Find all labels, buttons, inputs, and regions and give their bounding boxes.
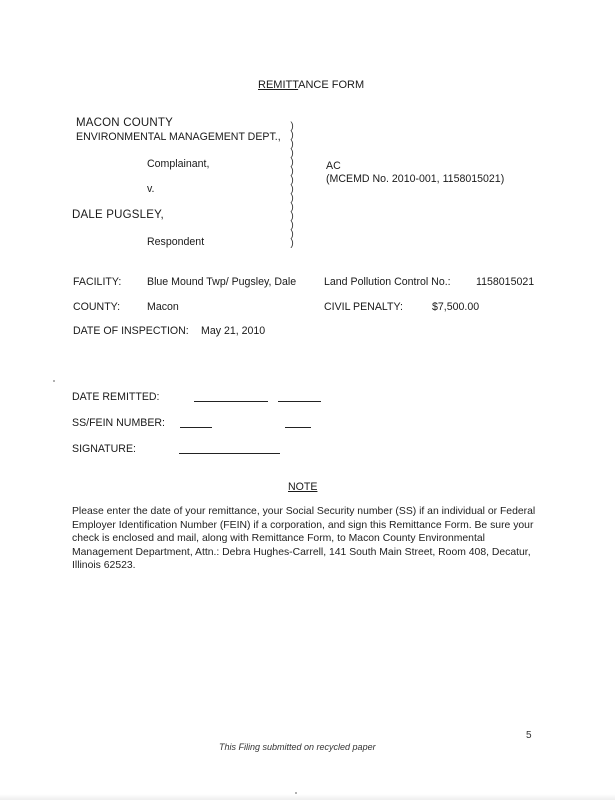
- respondent-label: Respondent: [147, 236, 205, 248]
- form-title-underlined: REMITT: [258, 79, 299, 91]
- complainant-label: Complainant,: [147, 158, 210, 170]
- county-label: COUNTY:: [73, 301, 121, 313]
- page-number: 5: [526, 730, 532, 741]
- lpc-label: Land Pollution Control No.:: [324, 276, 451, 288]
- form-title: [258, 79, 364, 91]
- inspection-value: May 21, 2010: [201, 325, 266, 337]
- note-paragraph: Please enter the date of your remittance, your Social Security number (SS) if an individual or Federal Employer Identification Number (FEIN) if a corporation, and sign this Remittance Form. Be sure your check is enclosed and mail, along with Remittance Form, to Macon County Environmental Management Department, Attn.: Debra Hughes-Carrell, 141 South Main Street, Room 408, Decatur, Illinois 62523.: [72, 506, 536, 572]
- scan-speck: [53, 380, 55, 382]
- versus-label: v.: [147, 183, 155, 195]
- ss-fein-line-1[interactable]: [180, 427, 212, 428]
- ss-fein-line-2[interactable]: [285, 427, 311, 428]
- footer-note: This Filing submitted on recycled paper: [219, 742, 376, 752]
- ss-fein-label: SS/FEIN NUMBER:: [72, 417, 166, 429]
- respondent-name: DALE PUGSLEY,: [72, 209, 164, 221]
- inspection-label: DATE OF INSPECTION:: [73, 325, 189, 337]
- date-remitted-line-2[interactable]: [278, 401, 321, 402]
- date-remitted-line-1[interactable]: [194, 401, 268, 402]
- form-title-rest: ANCE FORM: [298, 79, 365, 91]
- case-type: AC: [326, 160, 341, 172]
- note-heading: NOTE: [288, 481, 318, 493]
- caption-bracket: ) ) ) ) ) ) ) ) ) ) ) ) ) ): [290, 121, 294, 249]
- county-value: Macon: [147, 301, 179, 313]
- facility-label: FACILITY:: [73, 276, 122, 288]
- scan-edge: [0, 794, 615, 800]
- signature-label: SIGNATURE:: [72, 443, 136, 455]
- lpc-value: 1158015021: [476, 276, 535, 288]
- agency-line-1: MACON COUNTY: [76, 117, 173, 129]
- case-number: (MCEMD No. 2010-001, 1158015021): [326, 173, 505, 185]
- penalty-value: $7,500.00: [432, 301, 480, 313]
- date-remitted-label: DATE REMITTED:: [72, 391, 160, 403]
- signature-line[interactable]: [179, 453, 280, 454]
- facility-value: Blue Mound Twp/ Pugsley, Dale: [147, 276, 297, 288]
- agency-line-2: ENVIRONMENTAL MANAGEMENT DEPT.,: [76, 131, 281, 143]
- penalty-label: CIVIL PENALTY:: [324, 301, 403, 313]
- note-body: [72, 505, 542, 573]
